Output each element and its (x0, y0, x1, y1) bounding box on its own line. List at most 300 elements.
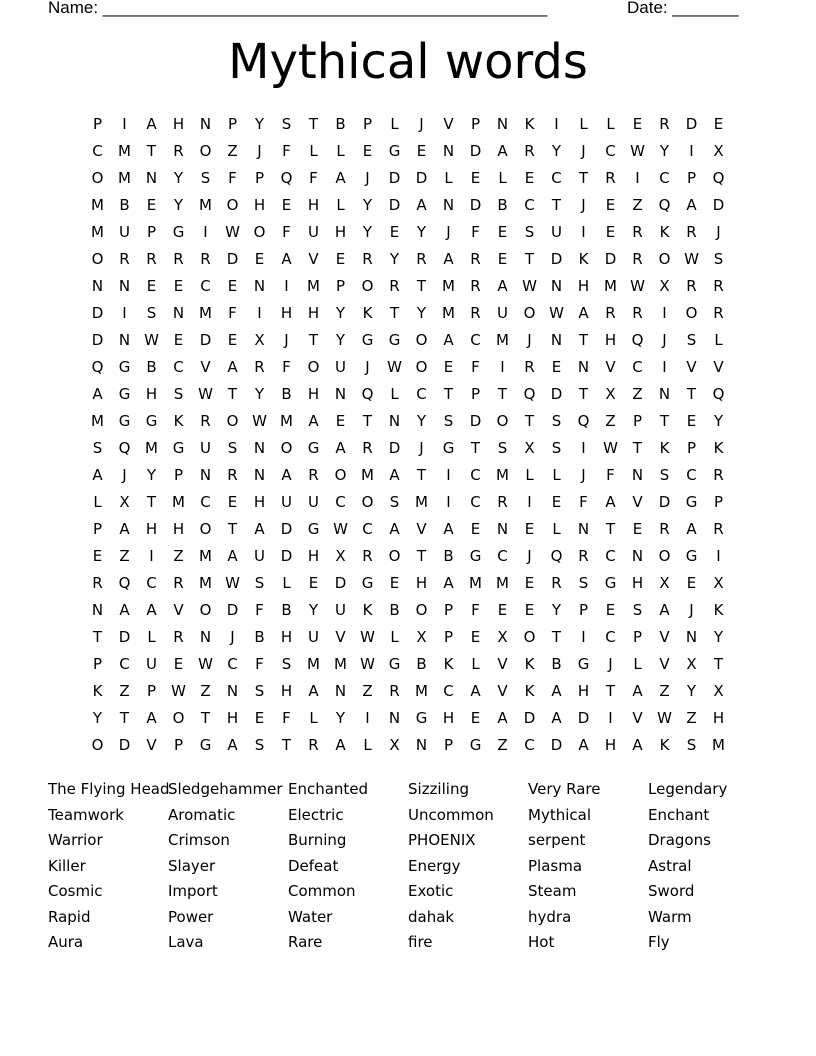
grid-letter[interactable]: D (118, 736, 131, 754)
grid-letter[interactable]: M (91, 223, 104, 241)
grid-letter[interactable]: Z (686, 709, 697, 727)
grid-letter[interactable]: L (579, 115, 588, 133)
grid-letter[interactable]: D (280, 547, 293, 565)
grid-letter[interactable]: A (659, 601, 670, 619)
grid-letter[interactable]: V (605, 358, 616, 376)
grid-letter[interactable]: C (362, 520, 373, 538)
grid-letter[interactable]: W (360, 628, 375, 646)
grid-letter[interactable]: N (577, 520, 590, 538)
grid-letter[interactable]: R (362, 250, 373, 268)
grid-letter[interactable]: Q (550, 547, 563, 565)
grid-letter[interactable]: M (334, 655, 347, 673)
grid-letter[interactable]: M (199, 547, 212, 565)
grid-letter[interactable]: C (659, 169, 670, 187)
grid-letter[interactable]: R (713, 277, 724, 295)
grid-letter[interactable]: I (257, 304, 262, 322)
grid-letter[interactable]: E (632, 115, 643, 133)
grid-letter[interactable]: D (604, 250, 617, 268)
grid-letter[interactable]: T (578, 385, 589, 403)
grid-letter[interactable]: P (443, 601, 454, 619)
grid-letter[interactable]: X (389, 736, 400, 754)
grid-letter[interactable]: U (335, 358, 346, 376)
grid-letter[interactable]: P (335, 277, 346, 295)
grid-letter[interactable]: Y (551, 601, 562, 619)
grid-letter[interactable]: A (308, 412, 319, 430)
grid-letter[interactable]: S (254, 736, 265, 754)
grid-letter[interactable]: L (606, 115, 615, 133)
grid-letter[interactable]: E (605, 223, 616, 241)
grid-letter[interactable]: R (362, 439, 373, 457)
grid-letter[interactable]: T (416, 466, 427, 484)
grid-letter[interactable]: V (497, 655, 508, 673)
grid-letter[interactable]: L (390, 628, 399, 646)
grid-letter[interactable]: Y (254, 115, 265, 133)
grid-letter[interactable]: Z (119, 682, 130, 700)
grid-letter[interactable]: W (630, 277, 645, 295)
grid-letter[interactable]: A (416, 196, 427, 214)
grid-letter[interactable]: C (605, 628, 616, 646)
grid-letter[interactable]: R (173, 574, 184, 592)
grid-letter[interactable]: P (470, 385, 481, 403)
grid-letter[interactable]: D (91, 331, 104, 349)
grid-letter[interactable]: W (333, 520, 348, 538)
grid-letter[interactable]: M (307, 277, 320, 295)
grid-letter[interactable]: C (497, 547, 508, 565)
grid-letter[interactable]: Z (227, 142, 238, 160)
grid-letter[interactable]: R (632, 250, 643, 268)
grid-letter[interactable]: C (173, 358, 184, 376)
grid-letter[interactable]: A (227, 736, 238, 754)
grid-letter[interactable]: N (199, 628, 212, 646)
grid-letter[interactable]: A (686, 196, 697, 214)
grid-letter[interactable]: G (388, 331, 401, 349)
grid-letter[interactable]: O (172, 709, 185, 727)
grid-letter[interactable]: I (554, 115, 559, 133)
grid-letter[interactable]: X (659, 277, 670, 295)
grid-letter[interactable]: Z (632, 196, 643, 214)
grid-letter[interactable]: R (659, 115, 670, 133)
grid-letter[interactable]: U (551, 223, 562, 241)
grid-letter[interactable]: E (470, 709, 481, 727)
grid-letter[interactable]: R (173, 142, 184, 160)
grid-letter[interactable]: X (686, 655, 697, 673)
grid-letter[interactable]: N (172, 304, 185, 322)
grid-letter[interactable]: A (497, 142, 508, 160)
grid-letter[interactable]: X (335, 547, 346, 565)
grid-letter[interactable]: E (551, 493, 562, 511)
grid-letter[interactable]: Q (712, 169, 725, 187)
grid-letter[interactable]: Q (712, 385, 725, 403)
grid-letter[interactable]: U (335, 601, 346, 619)
grid-letter[interactable]: D (280, 520, 293, 538)
grid-letter[interactable]: V (713, 358, 724, 376)
grid-letter[interactable]: Q (91, 358, 104, 376)
grid-letter[interactable]: T (659, 412, 670, 430)
grid-letter[interactable]: L (309, 142, 318, 160)
grid-letter[interactable]: R (713, 466, 724, 484)
grid-letter[interactable]: S (281, 115, 292, 133)
grid-letter[interactable]: O (334, 466, 347, 484)
grid-letter[interactable]: N (550, 331, 563, 349)
grid-letter[interactable]: F (255, 655, 264, 673)
grid-letter[interactable]: O (361, 277, 374, 295)
grid-letter[interactable]: P (92, 115, 103, 133)
grid-letter[interactable]: J (716, 223, 721, 241)
grid-letter[interactable]: B (119, 196, 130, 214)
grid-letter[interactable]: T (308, 331, 319, 349)
grid-letter[interactable]: L (714, 331, 723, 349)
grid-letter[interactable]: T (605, 682, 616, 700)
grid-letter[interactable]: Q (523, 385, 536, 403)
grid-letter[interactable]: V (146, 736, 157, 754)
grid-letter[interactable]: T (605, 520, 616, 538)
grid-letter[interactable]: O (199, 142, 212, 160)
grid-letter[interactable]: O (415, 601, 428, 619)
grid-letter[interactable]: Y (335, 331, 346, 349)
grid-letter[interactable]: J (608, 655, 613, 673)
grid-letter[interactable]: N (415, 736, 428, 754)
grid-letter[interactable]: N (388, 412, 401, 430)
grid-letter[interactable]: Q (118, 574, 131, 592)
grid-letter[interactable]: D (334, 574, 347, 592)
grid-letter[interactable]: Q (280, 169, 293, 187)
grid-letter[interactable]: G (118, 385, 131, 403)
grid-letter[interactable]: R (632, 223, 643, 241)
grid-letter[interactable]: J (581, 196, 586, 214)
grid-letter[interactable]: D (388, 196, 401, 214)
grid-letter[interactable]: J (365, 169, 370, 187)
grid-letter[interactable]: K (443, 655, 454, 673)
grid-letter[interactable]: E (551, 358, 562, 376)
grid-letter[interactable]: X (713, 574, 724, 592)
grid-letter[interactable]: X (119, 493, 130, 511)
grid-letter[interactable]: X (605, 385, 616, 403)
grid-letter[interactable]: C (92, 142, 103, 160)
grid-letter[interactable]: F (471, 223, 480, 241)
grid-letter[interactable]: T (92, 628, 103, 646)
grid-letter[interactable]: B (335, 115, 346, 133)
grid-letter[interactable]: J (527, 547, 532, 565)
grid-letter[interactable]: T (416, 547, 427, 565)
grid-letter[interactable]: V (335, 628, 346, 646)
grid-letter[interactable]: V (200, 358, 211, 376)
grid-letter[interactable]: W (225, 574, 240, 592)
grid-letter[interactable]: V (659, 628, 670, 646)
grid-letter[interactable]: S (443, 412, 454, 430)
grid-letter[interactable]: X (713, 682, 724, 700)
grid-letter[interactable]: W (198, 385, 213, 403)
grid-letter[interactable]: R (173, 250, 184, 268)
grid-letter[interactable]: E (443, 358, 454, 376)
grid-letter[interactable]: E (524, 574, 535, 592)
grid-letter[interactable]: K (92, 682, 103, 700)
grid-letter[interactable]: E (416, 142, 427, 160)
grid-letter[interactable]: D (550, 385, 563, 403)
grid-letter[interactable]: W (252, 412, 267, 430)
grid-letter[interactable]: N (631, 466, 644, 484)
grid-letter[interactable]: N (496, 115, 509, 133)
grid-letter[interactable]: L (552, 520, 561, 538)
grid-letter[interactable]: H (280, 682, 293, 700)
grid-letter[interactable]: H (631, 574, 644, 592)
grid-letter[interactable]: V (443, 115, 454, 133)
grid-letter[interactable]: T (686, 385, 697, 403)
grid-letter[interactable]: R (470, 277, 481, 295)
grid-letter[interactable]: E (362, 142, 373, 160)
grid-letter[interactable]: B (281, 385, 292, 403)
grid-letter[interactable]: G (307, 520, 320, 538)
grid-letter[interactable]: Y (173, 196, 184, 214)
grid-letter[interactable]: H (415, 574, 428, 592)
grid-letter[interactable]: Y (335, 709, 346, 727)
grid-letter[interactable]: R (524, 142, 535, 160)
grid-letter[interactable]: Y (713, 412, 724, 430)
grid-letter[interactable]: D (469, 412, 482, 430)
grid-letter[interactable]: D (388, 169, 401, 187)
grid-letter[interactable]: A (632, 682, 643, 700)
grid-letter[interactable]: C (470, 466, 481, 484)
grid-letter[interactable]: B (254, 628, 265, 646)
grid-letter[interactable]: T (524, 412, 535, 430)
grid-letter[interactable]: N (253, 439, 266, 457)
grid-letter[interactable]: I (608, 709, 613, 727)
grid-letter[interactable]: R (200, 412, 211, 430)
grid-letter[interactable]: E (146, 196, 157, 214)
grid-letter[interactable]: E (470, 520, 481, 538)
name-field[interactable]: Name: _______________________________________________ (48, 0, 548, 17)
grid-letter[interactable]: S (389, 493, 400, 511)
grid-letter[interactable]: Z (605, 412, 616, 430)
grid-letter[interactable]: G (172, 223, 185, 241)
grid-letter[interactable]: V (659, 655, 670, 673)
grid-letter[interactable]: D (550, 250, 563, 268)
grid-letter[interactable]: M (496, 466, 509, 484)
grid-letter[interactable]: F (309, 169, 318, 187)
grid-letter[interactable]: A (227, 358, 238, 376)
grid-letter[interactable]: E (173, 277, 184, 295)
grid-letter[interactable]: T (524, 250, 535, 268)
grid-letter[interactable]: I (581, 628, 586, 646)
grid-letter[interactable]: C (605, 547, 616, 565)
grid-letter[interactable]: Z (659, 682, 670, 700)
grid-letter[interactable]: A (335, 439, 346, 457)
grid-letter[interactable]: W (603, 439, 618, 457)
grid-letter[interactable]: M (199, 196, 212, 214)
grid-letter[interactable]: A (92, 466, 103, 484)
grid-letter[interactable]: O (199, 520, 212, 538)
grid-letter[interactable]: D (658, 493, 671, 511)
grid-letter[interactable]: E (686, 574, 697, 592)
grid-letter[interactable]: Y (416, 412, 427, 430)
grid-letter[interactable]: W (657, 709, 672, 727)
grid-letter[interactable]: O (226, 412, 239, 430)
grid-letter[interactable]: H (253, 493, 266, 511)
grid-letter[interactable]: E (173, 331, 184, 349)
grid-letter[interactable]: R (308, 466, 319, 484)
grid-letter[interactable]: I (581, 439, 586, 457)
grid-letter[interactable]: G (577, 655, 590, 673)
grid-letter[interactable]: P (92, 520, 103, 538)
grid-letter[interactable]: I (662, 358, 667, 376)
grid-letter[interactable]: J (689, 601, 694, 619)
grid-letter[interactable]: T (632, 439, 643, 457)
grid-letter[interactable]: O (91, 250, 104, 268)
grid-letter[interactable]: J (662, 331, 667, 349)
grid-letter[interactable]: H (334, 223, 347, 241)
grid-letter[interactable]: V (416, 520, 427, 538)
grid-letter[interactable]: V (632, 493, 643, 511)
grid-letter[interactable]: J (446, 223, 451, 241)
grid-letter[interactable]: S (578, 574, 589, 592)
grid-letter[interactable]: H (172, 520, 185, 538)
grid-letter[interactable]: M (145, 439, 158, 457)
grid-letter[interactable]: M (91, 412, 104, 430)
grid-letter[interactable]: G (145, 412, 158, 430)
grid-letter[interactable]: R (389, 277, 400, 295)
grid-letter[interactable]: H (145, 385, 158, 403)
grid-letter[interactable]: A (92, 385, 103, 403)
grid-letter[interactable]: M (118, 142, 131, 160)
grid-letter[interactable]: R (254, 358, 265, 376)
grid-letter[interactable]: E (605, 196, 616, 214)
grid-letter[interactable]: D (685, 115, 698, 133)
grid-letter[interactable]: H (280, 628, 293, 646)
grid-letter[interactable]: Y (389, 250, 400, 268)
grid-letter[interactable]: P (632, 412, 643, 430)
grid-letter[interactable]: N (631, 547, 644, 565)
grid-letter[interactable]: M (496, 574, 509, 592)
grid-letter[interactable]: Y (362, 223, 373, 241)
grid-letter[interactable]: U (308, 493, 319, 511)
grid-letter[interactable]: A (497, 277, 508, 295)
grid-letter[interactable]: T (389, 304, 400, 322)
grid-letter[interactable]: D (469, 142, 482, 160)
grid-letter[interactable]: A (605, 493, 616, 511)
grid-letter[interactable]: E (335, 412, 346, 430)
grid-letter[interactable]: Y (551, 142, 562, 160)
grid-letter[interactable]: A (443, 250, 454, 268)
grid-letter[interactable]: E (497, 250, 508, 268)
grid-letter[interactable]: A (632, 736, 643, 754)
grid-letter[interactable]: T (200, 709, 211, 727)
grid-letter[interactable]: G (469, 547, 482, 565)
grid-letter[interactable]: Y (713, 628, 724, 646)
grid-letter[interactable]: M (442, 304, 455, 322)
grid-letter[interactable]: M (604, 277, 617, 295)
grid-letter[interactable]: R (578, 547, 589, 565)
grid-letter[interactable]: W (549, 304, 564, 322)
grid-letter[interactable]: O (226, 196, 239, 214)
grid-letter[interactable]: E (227, 277, 238, 295)
grid-letter[interactable]: V (632, 709, 643, 727)
grid-letter[interactable]: S (227, 439, 238, 457)
grid-letter[interactable]: N (334, 682, 347, 700)
grid-letter[interactable]: N (91, 277, 104, 295)
grid-letter[interactable]: Y (308, 601, 319, 619)
grid-letter[interactable]: A (443, 331, 454, 349)
grid-letter[interactable]: C (605, 142, 616, 160)
grid-letter[interactable]: G (361, 331, 374, 349)
grid-letter[interactable]: O (415, 331, 428, 349)
grid-letter[interactable]: F (471, 358, 480, 376)
grid-letter[interactable]: A (335, 736, 346, 754)
grid-letter[interactable]: I (446, 466, 451, 484)
grid-letter[interactable]: R (200, 250, 211, 268)
grid-letter[interactable]: E (254, 250, 265, 268)
grid-letter[interactable]: O (91, 736, 104, 754)
grid-letter[interactable]: A (443, 520, 454, 538)
grid-letter[interactable]: C (416, 385, 427, 403)
grid-letter[interactable]: G (685, 493, 698, 511)
grid-letter[interactable]: A (389, 466, 400, 484)
grid-letter[interactable]: U (281, 493, 292, 511)
grid-letter[interactable]: R (470, 304, 481, 322)
grid-letter[interactable]: L (633, 655, 642, 673)
grid-letter[interactable]: M (307, 655, 320, 673)
grid-letter[interactable]: Y (173, 169, 184, 187)
grid-letter[interactable]: H (442, 709, 455, 727)
grid-letter[interactable]: S (632, 601, 643, 619)
grid-letter[interactable]: A (119, 520, 130, 538)
grid-letter[interactable]: I (662, 304, 667, 322)
grid-letter[interactable]: C (524, 196, 535, 214)
grid-letter[interactable]: R (686, 277, 697, 295)
grid-letter[interactable]: R (686, 223, 697, 241)
grid-letter[interactable]: O (523, 304, 536, 322)
grid-letter[interactable]: T (551, 196, 562, 214)
grid-letter[interactable]: L (363, 736, 372, 754)
grid-letter[interactable]: J (257, 142, 262, 160)
grid-letter[interactable]: P (146, 223, 157, 241)
grid-letter[interactable]: F (282, 709, 291, 727)
grid-letter[interactable]: P (173, 736, 184, 754)
grid-letter[interactable]: F (606, 466, 615, 484)
grid-letter[interactable]: L (336, 196, 345, 214)
grid-letter[interactable]: D (550, 736, 563, 754)
grid-letter[interactable]: R (659, 520, 670, 538)
grid-letter[interactable]: M (361, 466, 374, 484)
grid-letter[interactable]: B (443, 547, 454, 565)
grid-letter[interactable]: M (172, 493, 185, 511)
grid-letter[interactable]: P (146, 682, 157, 700)
grid-letter[interactable]: T (362, 412, 373, 430)
grid-letter[interactable]: N (118, 331, 131, 349)
grid-letter[interactable]: E (605, 601, 616, 619)
grid-letter[interactable]: R (713, 520, 724, 538)
grid-letter[interactable]: E (92, 547, 103, 565)
grid-letter[interactable]: I (122, 115, 127, 133)
grid-letter[interactable]: F (282, 142, 291, 160)
grid-letter[interactable]: K (524, 655, 535, 673)
grid-letter[interactable]: W (171, 682, 186, 700)
grid-letter[interactable]: O (280, 439, 293, 457)
grid-letter[interactable]: S (146, 304, 157, 322)
grid-letter[interactable]: T (578, 331, 589, 349)
grid-letter[interactable]: R (362, 547, 373, 565)
grid-letter[interactable]: R (497, 493, 508, 511)
grid-letter[interactable]: S (524, 223, 535, 241)
grid-letter[interactable]: L (552, 466, 561, 484)
grid-letter[interactable]: J (122, 466, 127, 484)
grid-letter[interactable]: M (415, 682, 428, 700)
grid-letter[interactable]: O (658, 547, 671, 565)
grid-letter[interactable]: T (227, 385, 238, 403)
grid-letter[interactable]: G (388, 142, 401, 160)
grid-letter[interactable]: E (713, 115, 724, 133)
grid-letter[interactable]: F (579, 493, 588, 511)
grid-letter[interactable]: R (146, 250, 157, 268)
grid-letter[interactable]: P (632, 628, 643, 646)
